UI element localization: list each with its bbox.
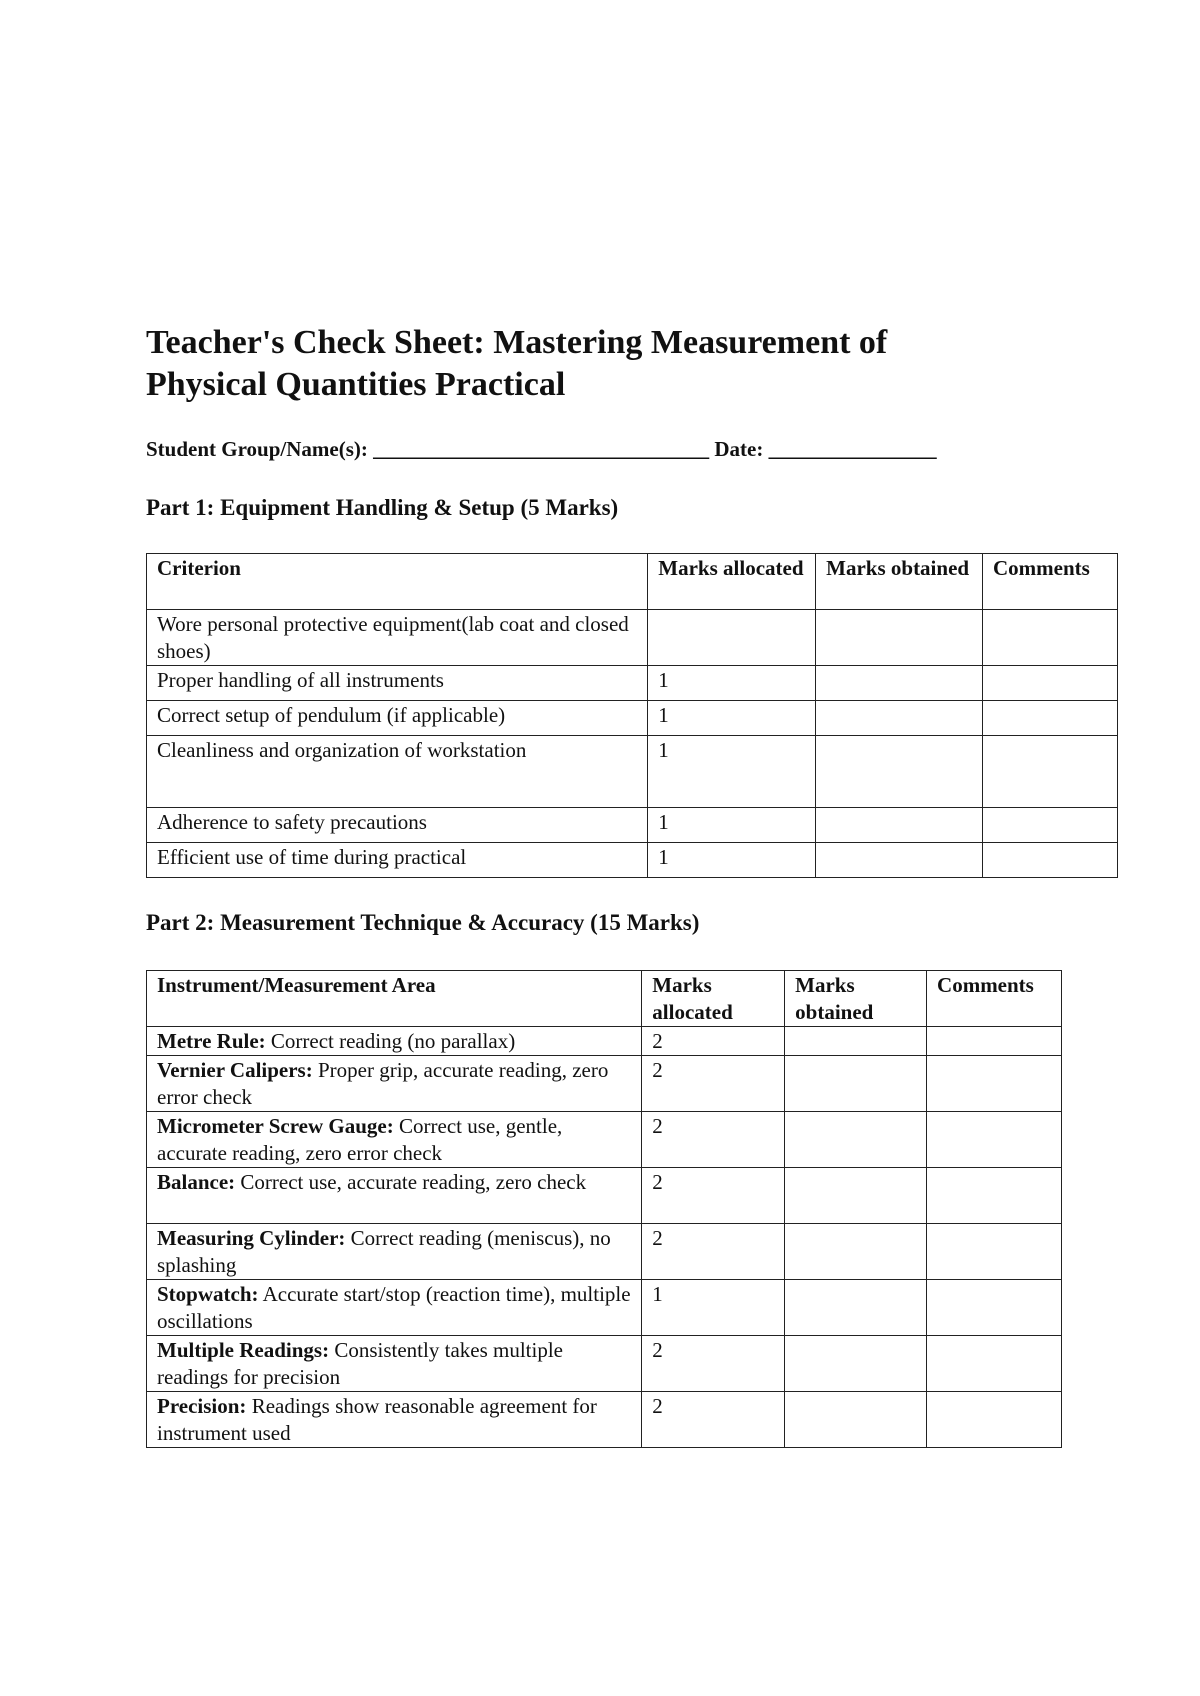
marks-obtained-cell[interactable] [816, 610, 983, 666]
instrument-label: Precision: [157, 1394, 247, 1418]
comments-cell[interactable] [927, 1112, 1062, 1168]
comments-cell[interactable] [983, 666, 1118, 701]
table-row [147, 610, 1118, 666]
table-row [147, 701, 1118, 736]
marks-allocated-cell: 1 [648, 701, 816, 736]
comments-cell[interactable] [983, 610, 1118, 666]
measurement-area-cell [147, 1336, 642, 1392]
marks-allocated-cell: 2 [642, 1027, 785, 1056]
marks-obtained-cell[interactable] [785, 1027, 927, 1056]
comments-cell[interactable] [927, 1056, 1062, 1112]
marks-allocated-cell: 1 [648, 843, 816, 878]
header-marks-allocated: Marks allocated [642, 971, 785, 1027]
marks-obtained-cell[interactable] [816, 666, 983, 701]
comments-cell[interactable] [927, 1224, 1062, 1280]
measurement-area-cell [147, 1224, 642, 1280]
marks-obtained-cell[interactable] [785, 1056, 927, 1112]
table-row [147, 843, 1118, 878]
instrument-label: Measuring Cylinder: [157, 1226, 346, 1250]
header-marks-obtained: Marks obtained [816, 554, 983, 610]
marks-obtained-cell[interactable] [785, 1392, 927, 1448]
criterion-cell: Proper handling of all instruments [147, 666, 648, 701]
comments-cell[interactable] [927, 1168, 1062, 1224]
header-measurement-area: Instrument/Measurement Area [147, 971, 642, 1027]
instrument-description: Consistently takes multiple readings for precision [157, 1338, 563, 1389]
measurement-area-cell [147, 1027, 642, 1056]
marks-allocated-cell: 2 [642, 1392, 785, 1448]
part1-heading: Part 1: Equipment Handling & Setup (5 Marks) [146, 495, 619, 520]
table-header-row [147, 554, 1118, 610]
header-criterion: Criterion [147, 554, 648, 610]
marks-obtained-cell[interactable] [785, 1112, 927, 1168]
marks-allocated-cell [648, 610, 816, 666]
part2-table [146, 970, 1062, 1448]
marks-obtained-cell[interactable] [816, 808, 983, 843]
instrument-label: Micrometer Screw Gauge: [157, 1114, 394, 1138]
instrument-label: Vernier Calipers: [157, 1058, 313, 1082]
header-comments: Comments [927, 971, 1062, 1027]
comments-cell[interactable] [927, 1336, 1062, 1392]
criterion-cell: Wore personal protective equipment(lab coat and closed shoes) [147, 610, 648, 666]
instrument-description: Correct reading (meniscus), no splashing [157, 1226, 611, 1277]
marks-allocated-cell: 2 [642, 1112, 785, 1168]
student-name-date-line: Student Group/Name(s): ________________________________ Date: ________________ [146, 437, 937, 461]
measurement-area-cell [147, 1280, 642, 1336]
instrument-label: Stopwatch: [157, 1282, 259, 1306]
table-row [147, 808, 1118, 843]
marks-allocated-cell: 2 [642, 1056, 785, 1112]
comments-cell[interactable] [927, 1392, 1062, 1448]
page-title [146, 322, 1046, 406]
measurement-area-cell [147, 1112, 642, 1168]
comments-cell[interactable] [983, 701, 1118, 736]
marks-obtained-cell[interactable] [785, 1280, 927, 1336]
header-marks-obtained: Marks obtained [785, 971, 927, 1027]
instrument-description: Correct use, gentle, accurate reading, zero error check [157, 1114, 563, 1165]
instrument-label: Balance: [157, 1170, 236, 1194]
table-row [147, 1392, 1062, 1448]
criterion-cell: Cleanliness and organization of workstation [147, 736, 648, 808]
marks-allocated-cell: 2 [642, 1224, 785, 1280]
header-marks-allocated: Marks allocated [648, 554, 816, 610]
table-row [147, 1112, 1062, 1168]
table-row [147, 1224, 1062, 1280]
marks-allocated-cell: 2 [642, 1336, 785, 1392]
instrument-description: Correct use, accurate reading, zero check [235, 1170, 587, 1194]
criterion-cell: Adherence to safety precautions [147, 808, 648, 843]
table-row [147, 666, 1118, 701]
instrument-description: Correct reading (no parallax) [265, 1029, 516, 1053]
measurement-area-cell [147, 1056, 642, 1112]
table-header-row [147, 971, 1062, 1027]
marks-allocated-cell: 1 [648, 736, 816, 808]
criterion-cell: Efficient use of time during practical [147, 843, 648, 878]
criterion-cell: Correct setup of pendulum (if applicable) [147, 701, 648, 736]
marks-obtained-cell[interactable] [785, 1168, 927, 1224]
marks-allocated-cell: 1 [642, 1280, 785, 1336]
marks-allocated-cell: 1 [648, 808, 816, 843]
marks-obtained-cell[interactable] [816, 701, 983, 736]
table-row [147, 1027, 1062, 1056]
comments-cell[interactable] [927, 1027, 1062, 1056]
comments-cell[interactable] [983, 843, 1118, 878]
marks-allocated-cell: 1 [648, 666, 816, 701]
table-row [147, 736, 1118, 808]
measurement-area-cell [147, 1392, 642, 1448]
instrument-description: Proper grip, accurate reading, zero error check [157, 1058, 609, 1109]
instrument-description: Accurate start/stop (reaction time), multiple oscillations [157, 1282, 631, 1333]
marks-allocated-cell: 2 [642, 1168, 785, 1224]
header-comments: Comments [983, 554, 1118, 610]
table-row [147, 1168, 1062, 1224]
part1-table [146, 553, 1118, 878]
instrument-label: Metre Rule: [157, 1029, 266, 1053]
marks-obtained-cell[interactable] [816, 843, 983, 878]
page-title-line-2: Physical Quantities Practical [146, 366, 566, 403]
marks-obtained-cell[interactable] [816, 736, 983, 808]
table-row [147, 1336, 1062, 1392]
comments-cell[interactable] [983, 736, 1118, 808]
measurement-area-cell [147, 1168, 642, 1224]
instrument-description: Readings show reasonable agreement for instrument used [157, 1394, 597, 1445]
comments-cell[interactable] [927, 1280, 1062, 1336]
marks-obtained-cell[interactable] [785, 1224, 927, 1280]
instrument-label: Multiple Readings: [157, 1338, 330, 1362]
table-row [147, 1056, 1062, 1112]
marks-obtained-cell[interactable] [785, 1336, 927, 1392]
comments-cell[interactable] [983, 808, 1118, 843]
page-title-line-1: Teacher's Check Sheet: Mastering Measurement of [146, 324, 888, 361]
part2-heading: Part 2: Measurement Technique & Accuracy (15 Marks) [146, 910, 700, 935]
table-row [147, 1280, 1062, 1336]
